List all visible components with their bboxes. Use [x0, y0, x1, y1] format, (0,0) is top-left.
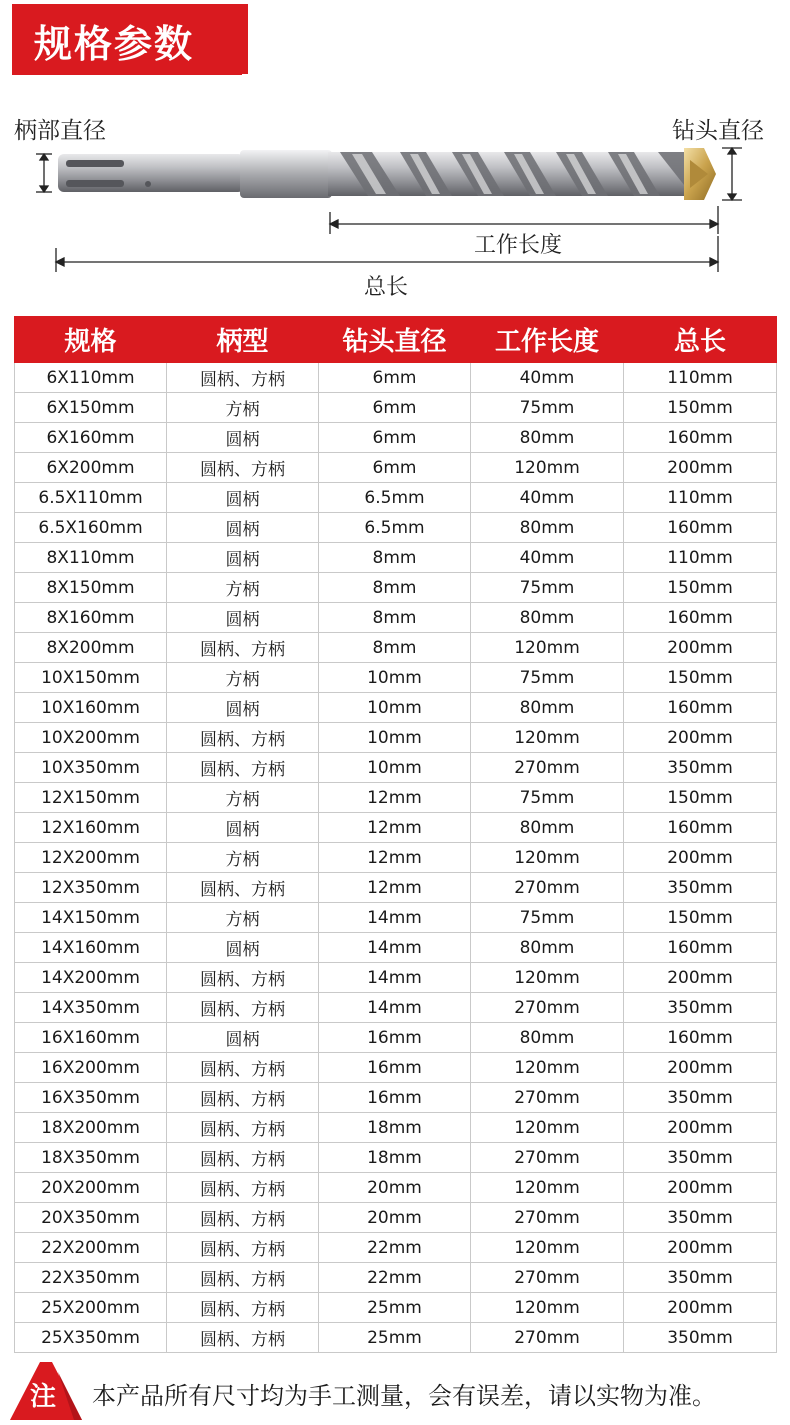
- total-length-cell: 350mm: [624, 1083, 777, 1113]
- total-length-cell: 200mm: [624, 1173, 777, 1203]
- working-length-cell: 120mm: [471, 1293, 624, 1323]
- working-length-cell: 270mm: [471, 873, 624, 903]
- table-row: [15, 1263, 777, 1293]
- drill-body: [240, 150, 688, 198]
- bit-diameter-cell: 16mm: [319, 1023, 471, 1053]
- shank-type-cell: 圆柄: [167, 1023, 319, 1053]
- shank-type-cell: 圆柄: [167, 603, 319, 633]
- spec-cell: 25X350mm: [15, 1323, 167, 1353]
- shank-type-cell: 圆柄、方柄: [167, 1053, 319, 1083]
- working-length-cell: 80mm: [471, 423, 624, 453]
- shank-type-cell: 圆柄、方柄: [167, 993, 319, 1023]
- bit-diameter-cell: 20mm: [319, 1203, 471, 1233]
- shank-type-cell: 圆柄、方柄: [167, 1233, 319, 1263]
- shank-type-cell: 圆柄、方柄: [167, 1323, 319, 1353]
- table-row: [15, 483, 777, 513]
- bit-diameter-cell: 25mm: [319, 1323, 471, 1353]
- footer-note: [10, 1362, 780, 1420]
- working-length-cell: 120mm: [471, 1173, 624, 1203]
- table-row: [15, 603, 777, 633]
- spec-cell: 14X160mm: [15, 933, 167, 963]
- shank-type-cell: 圆柄、方柄: [167, 1263, 319, 1293]
- total-length-cell: 110mm: [624, 543, 777, 573]
- total-length-cell: 160mm: [624, 693, 777, 723]
- total-length-cell: 160mm: [624, 813, 777, 843]
- table-row: [15, 393, 777, 423]
- shank-type-cell: 圆柄、方柄: [167, 1203, 319, 1233]
- header-spec: 规格: [15, 317, 167, 363]
- total-length-cell: 200mm: [624, 843, 777, 873]
- total-length-cell: 160mm: [624, 603, 777, 633]
- total-length-cell: 200mm: [624, 1233, 777, 1263]
- shank-type-cell: 方柄: [167, 843, 319, 873]
- table-row: [15, 1143, 777, 1173]
- bit-diameter-cell: 20mm: [319, 1173, 471, 1203]
- table-row: [15, 573, 777, 603]
- shank-type-cell: 方柄: [167, 783, 319, 813]
- total-length-cell: 110mm: [624, 483, 777, 513]
- shank-type-cell: 圆柄、方柄: [167, 1113, 319, 1143]
- total-length-cell: 350mm: [624, 873, 777, 903]
- total-length-cell: 150mm: [624, 663, 777, 693]
- bit-diameter-cell: 8mm: [319, 633, 471, 663]
- working-length-cell: 40mm: [471, 363, 624, 393]
- spec-cell: 22X200mm: [15, 1233, 167, 1263]
- bit-diameter-cell: 14mm: [319, 993, 471, 1023]
- working-length-cell: 80mm: [471, 693, 624, 723]
- shank-type-cell: 圆柄、方柄: [167, 453, 319, 483]
- spec-cell: 8X150mm: [15, 573, 167, 603]
- note-mark: 注: [30, 1382, 57, 1412]
- bit-diameter-cell: 8mm: [319, 543, 471, 573]
- shank-type-cell: 圆柄: [167, 933, 319, 963]
- spec-cell: 12X350mm: [15, 873, 167, 903]
- total-length-cell: 200mm: [624, 633, 777, 663]
- total-length-cell: 150mm: [624, 783, 777, 813]
- table-header-row: [15, 317, 777, 363]
- header-bit-diameter: 钻头直径: [319, 317, 471, 363]
- spec-cell: 8X200mm: [15, 633, 167, 663]
- spec-cell: 8X160mm: [15, 603, 167, 633]
- shank-type-cell: 圆柄: [167, 693, 319, 723]
- header-accent-line: [236, 4, 239, 74]
- spec-cell: 18X200mm: [15, 1113, 167, 1143]
- working-length-cell: 75mm: [471, 663, 624, 693]
- working-length-cell: 270mm: [471, 1203, 624, 1233]
- total-length-cell: 200mm: [624, 723, 777, 753]
- table-row: [15, 873, 777, 903]
- table-row: [15, 1203, 777, 1233]
- header-shank-type: 柄型: [167, 317, 319, 363]
- bit-diameter-label: 钻头直径: [672, 118, 764, 144]
- shank-type-cell: 方柄: [167, 393, 319, 423]
- total-length-cell: 160mm: [624, 513, 777, 543]
- working-length-cell: 40mm: [471, 483, 624, 513]
- bit-diameter-cell: 18mm: [319, 1113, 471, 1143]
- total-length-cell: 150mm: [624, 393, 777, 423]
- bit-diameter-cell: 16mm: [319, 1083, 471, 1113]
- shank-type-cell: 圆柄: [167, 483, 319, 513]
- spec-cell: 12X150mm: [15, 783, 167, 813]
- spec-cell: 6X110mm: [15, 363, 167, 393]
- working-length-cell: 120mm: [471, 1233, 624, 1263]
- table-row: [15, 963, 777, 993]
- table-row: [15, 933, 777, 963]
- working-length-cell: 120mm: [471, 963, 624, 993]
- table-row: [15, 1113, 777, 1143]
- working-length-cell: 120mm: [471, 453, 624, 483]
- shank-type-cell: 圆柄、方柄: [167, 633, 319, 663]
- working-length-cell: 80mm: [471, 513, 624, 543]
- bit-diameter-cell: 10mm: [319, 693, 471, 723]
- shank-type-cell: 圆柄、方柄: [167, 1173, 319, 1203]
- working-length-cell: 270mm: [471, 1323, 624, 1353]
- note-text: 本产品所有尺寸均为手工测量，会有误差，请以实物为准。: [92, 1382, 716, 1410]
- working-length-cell: 80mm: [471, 603, 624, 633]
- working-length-cell: 80mm: [471, 933, 624, 963]
- shank-type-cell: 圆柄、方柄: [167, 963, 319, 993]
- shank-type-cell: 圆柄、方柄: [167, 363, 319, 393]
- table-row: [15, 1053, 777, 1083]
- spec-cell: 12X160mm: [15, 813, 167, 843]
- bit-diameter-cell: 12mm: [319, 843, 471, 873]
- carbide-tip: [684, 148, 716, 200]
- working-length-cell: 75mm: [471, 903, 624, 933]
- page-title: 规格参数: [34, 22, 195, 66]
- total-length-cell: 200mm: [624, 1113, 777, 1143]
- bit-diameter-dimension: [722, 148, 742, 200]
- table-row: [15, 1023, 777, 1053]
- spec-table: [14, 316, 777, 1353]
- table-row: [15, 1233, 777, 1263]
- shank-type-cell: 方柄: [167, 663, 319, 693]
- table-row: [15, 453, 777, 483]
- table-row: [15, 783, 777, 813]
- header-total-length: 总长: [624, 317, 777, 363]
- spec-cell: 14X350mm: [15, 993, 167, 1023]
- working-length-cell: 270mm: [471, 1263, 624, 1293]
- bit-diameter-cell: 14mm: [319, 903, 471, 933]
- spec-cell: 25X200mm: [15, 1293, 167, 1323]
- shank-type-cell: 方柄: [167, 573, 319, 603]
- spec-cell: 18X350mm: [15, 1143, 167, 1173]
- table-row: [15, 1083, 777, 1113]
- spec-cell: 10X150mm: [15, 663, 167, 693]
- total-length-cell: 350mm: [624, 753, 777, 783]
- table-row: [15, 753, 777, 783]
- total-length-cell: 160mm: [624, 933, 777, 963]
- spec-cell: 12X200mm: [15, 843, 167, 873]
- shank-type-cell: 圆柄: [167, 813, 319, 843]
- working-length-cell: 120mm: [471, 723, 624, 753]
- bit-diameter-cell: 6mm: [319, 423, 471, 453]
- total-length-label: 总长: [364, 275, 409, 300]
- spec-cell: 10X160mm: [15, 693, 167, 723]
- table-row: [15, 663, 777, 693]
- bit-diameter-cell: 6mm: [319, 393, 471, 423]
- bit-diameter-cell: 12mm: [319, 873, 471, 903]
- table-row: [15, 993, 777, 1023]
- working-length-cell: 270mm: [471, 753, 624, 783]
- table-row: [15, 543, 777, 573]
- table-row: [15, 843, 777, 873]
- spec-cell: 14X150mm: [15, 903, 167, 933]
- total-length-cell: 350mm: [624, 1323, 777, 1353]
- shank-type-cell: 圆柄: [167, 513, 319, 543]
- bit-diameter-cell: 22mm: [319, 1233, 471, 1263]
- total-length-cell: 350mm: [624, 1203, 777, 1233]
- spec-cell: 20X350mm: [15, 1203, 167, 1233]
- header-working-length: 工作长度: [471, 317, 624, 363]
- table-row: [15, 363, 777, 393]
- bit-diameter-cell: 10mm: [319, 723, 471, 753]
- bit-diameter-cell: 6.5mm: [319, 513, 471, 543]
- spec-cell: 6.5X110mm: [15, 483, 167, 513]
- total-length-cell: 200mm: [624, 1053, 777, 1083]
- total-length-cell: 150mm: [624, 903, 777, 933]
- total-length-cell: 350mm: [624, 1143, 777, 1173]
- bit-diameter-cell: 12mm: [319, 813, 471, 843]
- total-length-cell: 160mm: [624, 423, 777, 453]
- working-length-cell: 120mm: [471, 1113, 624, 1143]
- bit-diameter-cell: 18mm: [319, 1143, 471, 1173]
- spec-cell: 16X350mm: [15, 1083, 167, 1113]
- table-row: [15, 1323, 777, 1353]
- table-row: [15, 513, 777, 543]
- bit-diameter-cell: 8mm: [319, 603, 471, 633]
- spec-cell: 6X160mm: [15, 423, 167, 453]
- spec-cell: 8X110mm: [15, 543, 167, 573]
- shank-type-cell: 圆柄: [167, 423, 319, 453]
- bit-diameter-cell: 6mm: [319, 363, 471, 393]
- working-length-cell: 270mm: [471, 1143, 624, 1173]
- table-body: [15, 363, 777, 1353]
- shank-type-cell: 圆柄、方柄: [167, 723, 319, 753]
- table-row: [15, 633, 777, 663]
- working-length-label: 工作长度: [474, 233, 563, 258]
- spec-cell: 22X350mm: [15, 1263, 167, 1293]
- shank-type-cell: 圆柄: [167, 543, 319, 573]
- table-row: [15, 1293, 777, 1323]
- shank-diameter-dimension: [36, 154, 52, 192]
- total-length-cell: 200mm: [624, 963, 777, 993]
- bit-diameter-cell: 16mm: [319, 1053, 471, 1083]
- total-length-cell: 350mm: [624, 1263, 777, 1293]
- bit-diameter-cell: 10mm: [319, 663, 471, 693]
- shank-type-cell: 圆柄、方柄: [167, 1143, 319, 1173]
- bit-diameter-cell: 8mm: [319, 573, 471, 603]
- spec-cell: 10X350mm: [15, 753, 167, 783]
- bit-diameter-cell: 6.5mm: [319, 483, 471, 513]
- shank-diameter-label: 柄部直径: [14, 118, 106, 144]
- total-length-cell: 200mm: [624, 453, 777, 483]
- total-length-cell: 150mm: [624, 573, 777, 603]
- spec-cell: 20X200mm: [15, 1173, 167, 1203]
- spec-cell: 16X200mm: [15, 1053, 167, 1083]
- spec-cell: 6X150mm: [15, 393, 167, 423]
- bit-diameter-cell: 22mm: [319, 1263, 471, 1293]
- working-length-cell: 75mm: [471, 393, 624, 423]
- header-banner: [12, 4, 248, 74]
- spec-cell: 14X200mm: [15, 963, 167, 993]
- shank-type-cell: 圆柄、方柄: [167, 1083, 319, 1113]
- spec-cell: 16X160mm: [15, 1023, 167, 1053]
- working-length-cell: 80mm: [471, 1023, 624, 1053]
- shank-type-cell: 圆柄、方柄: [167, 753, 319, 783]
- working-length-cell: 80mm: [471, 813, 624, 843]
- bit-diameter-cell: 14mm: [319, 963, 471, 993]
- table-row: [15, 423, 777, 453]
- shank-type-cell: 圆柄、方柄: [167, 873, 319, 903]
- working-length-cell: 120mm: [471, 843, 624, 873]
- total-length-cell: 110mm: [624, 363, 777, 393]
- drill-shank: [58, 154, 244, 192]
- table-row: [15, 903, 777, 933]
- table-row: [15, 723, 777, 753]
- shank-type-cell: 圆柄、方柄: [167, 1293, 319, 1323]
- total-length-cell: 160mm: [624, 1023, 777, 1053]
- table-row: [15, 693, 777, 723]
- bit-diameter-cell: 6mm: [319, 453, 471, 483]
- working-length-cell: 75mm: [471, 573, 624, 603]
- bit-diameter-cell: 25mm: [319, 1293, 471, 1323]
- working-length-cell: 75mm: [471, 783, 624, 813]
- working-length-cell: 270mm: [471, 1083, 624, 1113]
- bit-diameter-cell: 14mm: [319, 933, 471, 963]
- total-length-cell: 200mm: [624, 1293, 777, 1323]
- working-length-cell: 120mm: [471, 633, 624, 663]
- bit-diameter-cell: 10mm: [319, 753, 471, 783]
- working-length-cell: 40mm: [471, 543, 624, 573]
- header-underline: [12, 72, 242, 75]
- working-length-cell: 120mm: [471, 1053, 624, 1083]
- bit-diameter-cell: 12mm: [319, 783, 471, 813]
- spec-cell: 6X200mm: [15, 453, 167, 483]
- spec-cell: 10X200mm: [15, 723, 167, 753]
- spec-cell: 6.5X160mm: [15, 513, 167, 543]
- table-row: [15, 1173, 777, 1203]
- total-length-cell: 350mm: [624, 993, 777, 1023]
- total-length-dimension: [56, 236, 718, 272]
- table-row: [15, 813, 777, 843]
- working-length-cell: 270mm: [471, 993, 624, 1023]
- shank-type-cell: 方柄: [167, 903, 319, 933]
